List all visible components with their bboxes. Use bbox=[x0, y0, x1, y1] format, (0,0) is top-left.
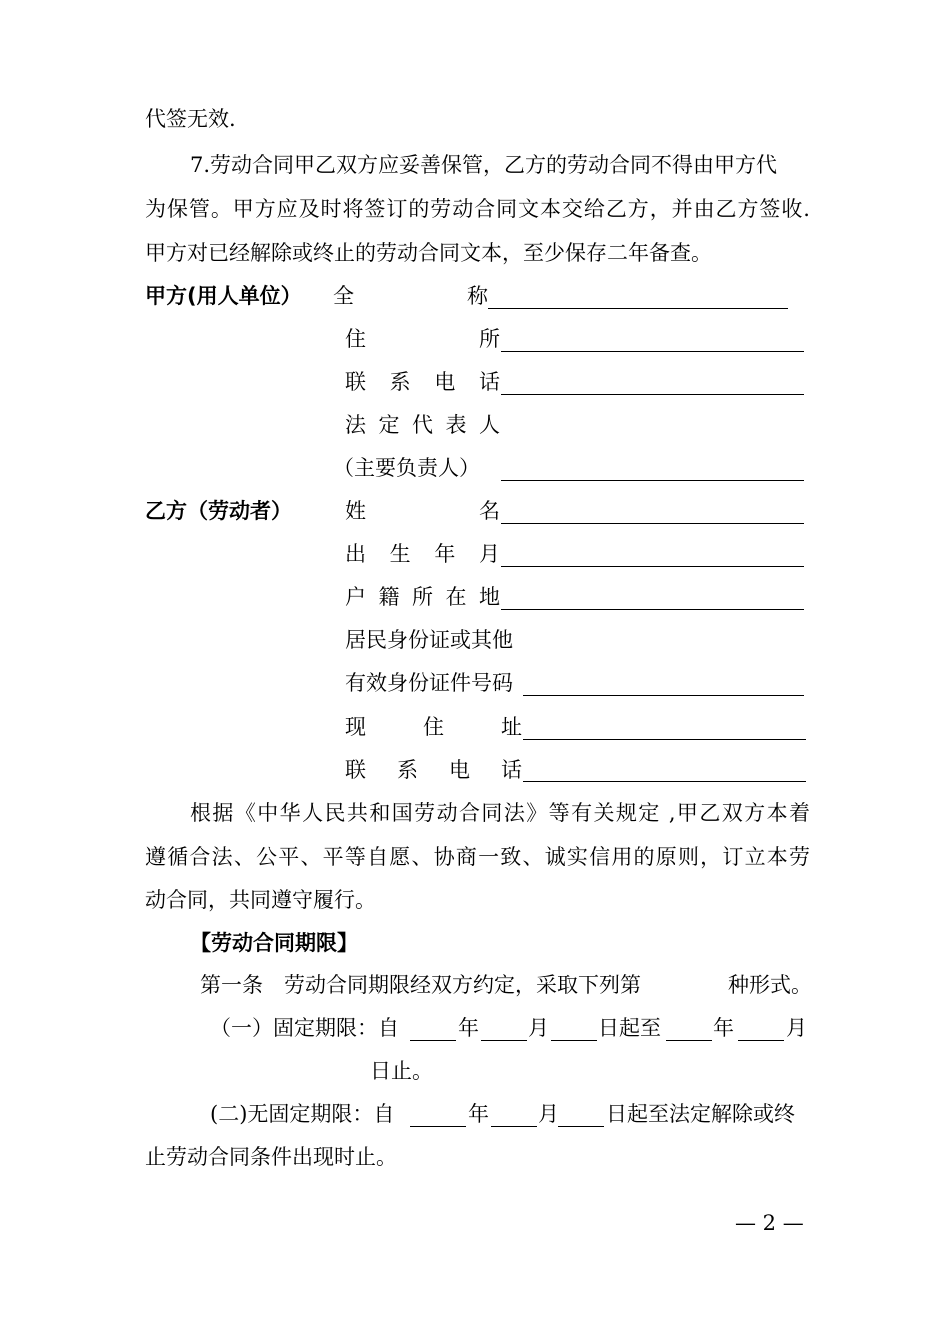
option-1-prefix: （一）固定期限：自 bbox=[210, 1016, 399, 1040]
option-1-month: 月 bbox=[528, 1016, 549, 1040]
party-a-address-label: 住所 bbox=[345, 327, 500, 351]
party-a-legal-rep-label: 法定代表人 bbox=[345, 413, 500, 437]
page-number: — 2 — bbox=[735, 1211, 804, 1235]
option-2-month: 月 bbox=[538, 1102, 559, 1126]
option-1-end: 日止。 bbox=[370, 1059, 433, 1083]
party-b-birth-label: 出生年月 bbox=[345, 542, 500, 566]
option-2-line-2: 止劳动合同条件出现时止。 bbox=[145, 1145, 397, 1169]
party-a-phone-label: 联系电话 bbox=[345, 370, 500, 394]
party-a-principal-blank[interactable] bbox=[501, 480, 804, 481]
party-b-id-label-line-2: 有效身份证件号码 bbox=[345, 671, 513, 695]
party-b-phone-label: 联系电话 bbox=[345, 758, 522, 782]
party-a-label: 甲方(用人单位） bbox=[145, 284, 302, 308]
party-b-birth-blank[interactable] bbox=[501, 566, 804, 567]
party-a-address-blank[interactable] bbox=[501, 351, 804, 352]
party-b-current-address-blank[interactable] bbox=[523, 739, 806, 740]
party-b-id-blank[interactable] bbox=[523, 695, 804, 696]
basis-line-3: 动合同，共同遵守履行。 bbox=[145, 888, 376, 912]
party-b-household-blank[interactable] bbox=[501, 609, 804, 610]
party-b-phone-blank[interactable] bbox=[523, 781, 806, 782]
option-2-start-month-blank[interactable] bbox=[491, 1126, 537, 1127]
option-1-year: 年 bbox=[458, 1016, 479, 1040]
option-1-start-month-blank[interactable] bbox=[481, 1040, 527, 1041]
option-1-end-year-blank[interactable] bbox=[666, 1040, 712, 1041]
party-b-current-address-label: 现住址 bbox=[345, 715, 522, 739]
clause-7-line-1: 7.劳动合同甲乙双方应妥善保管，乙方的劳动合同不得由甲方代 bbox=[190, 153, 778, 177]
party-b-household-label: 户籍所在地 bbox=[345, 585, 500, 609]
party-b-id-label-line-1: 居民身份证或其他 bbox=[345, 628, 513, 652]
party-a-name-blank[interactable] bbox=[488, 308, 788, 309]
paragraph-continuation: 代签无效. bbox=[145, 107, 236, 131]
party-b-name-label: 姓名 bbox=[345, 499, 500, 523]
option-1-start-year-blank[interactable] bbox=[410, 1040, 456, 1041]
article-1-suffix: 种形式。 bbox=[728, 973, 812, 997]
option-2-start-day-blank[interactable] bbox=[558, 1126, 604, 1127]
party-a-name-label: 全称 bbox=[333, 284, 488, 308]
option-2-rest: 日起至法定解除或终 bbox=[606, 1102, 795, 1126]
option-1-day-to: 日起至 bbox=[598, 1016, 661, 1040]
clause-7-line-2: 为保管。甲方应及时将签订的劳动合同文本交给乙方，并由乙方签收. bbox=[145, 197, 810, 221]
party-a-principal-label: （主要负责人） bbox=[333, 456, 480, 480]
basis-line-1: 根据《中华人民共和国劳动合同法》等有关规定 ,甲乙双方本着 bbox=[190, 801, 810, 825]
section-heading: 【劳动合同期限】 bbox=[190, 931, 358, 955]
party-b-name-blank[interactable] bbox=[501, 523, 804, 524]
clause-7-line-3: 甲方对已经解除或终止的劳动合同文本，至少保存二年备查。 bbox=[145, 241, 712, 265]
option-1-year-2: 年 bbox=[713, 1016, 734, 1040]
article-1-text: 第一条 劳动合同期限经双方约定，采取下列第 bbox=[200, 973, 641, 997]
party-a-phone-blank[interactable] bbox=[501, 394, 804, 395]
option-2-prefix: (二)无固定期限：自 bbox=[210, 1102, 395, 1126]
option-1-month-2: 月 bbox=[786, 1016, 807, 1040]
option-1-start-day-blank[interactable] bbox=[551, 1040, 597, 1041]
basis-line-2: 遵循合法、公平、平等自愿、协商一致、诚实信用的原则，订立本劳 bbox=[145, 845, 810, 869]
option-2-year: 年 bbox=[468, 1102, 489, 1126]
option-2-start-year-blank[interactable] bbox=[410, 1126, 466, 1127]
option-1-end-month-blank[interactable] bbox=[738, 1040, 784, 1041]
party-b-label: 乙方（劳动者） bbox=[145, 499, 292, 523]
